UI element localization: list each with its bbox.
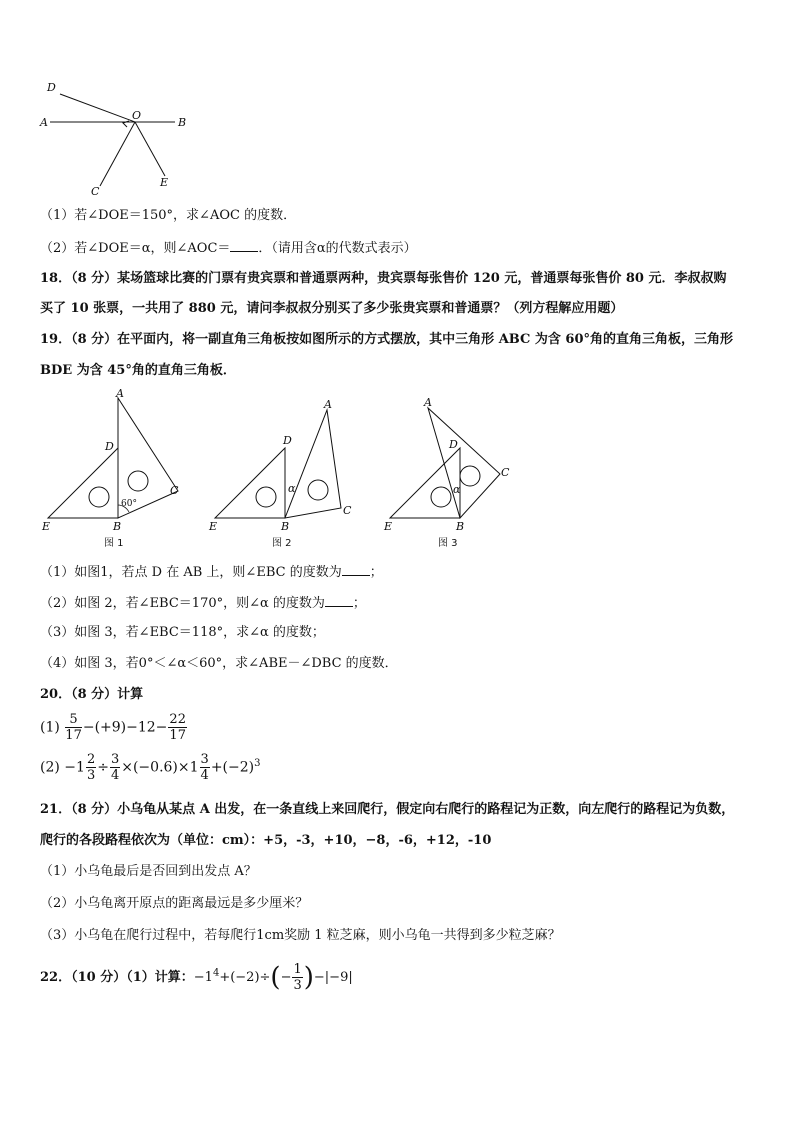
denominator: 4 [110,768,120,783]
numerator: 3 [110,752,120,767]
answer-blank [230,239,258,252]
q19-part1 [40,563,383,582]
q19-part2-text: （2）如图 2，若∠EBC＝170°，则∠α 的度数为 [40,596,325,611]
fraction [292,962,302,993]
alpha-label: α [288,482,296,495]
q17-part2-prefix: （2）若∠DOE＝α，则∠AOC＝ [40,241,231,256]
q18-line1: 18．（8 分）某场篮球比赛的门票有贵宾票和普通票两种，贵宾票每张售价 120 元，普通票每张售价 80 元．李叔叔购 [40,271,727,286]
numerator: 2 [86,752,96,767]
expr-middle: −(+9)−12− [82,719,168,736]
q19-part1-suffix: ； [369,565,383,580]
triangle-figure-1 [38,388,188,553]
fraction [168,712,187,743]
angle-60-label: 60° [121,499,137,509]
label-d: D [283,434,292,447]
q19-part2-suffix: ； [352,596,366,611]
right-paren: ) [303,962,314,993]
expr-index: (2) [40,759,60,776]
alpha-label: α [453,483,461,496]
label-b: B [178,116,187,129]
label-e: E [160,176,169,189]
numerator: 1 [293,962,302,977]
label-c: C [91,185,100,198]
q21-part2: （2）小乌龟离开原点的距离最远是多少厘米？ [40,896,309,911]
minus-sign: − [280,970,292,985]
q22-prefix: 22．（10 分）（1）计算： [40,970,194,985]
label-b: B [113,520,122,533]
expr-index: (1) [40,719,60,736]
answer-blank [342,563,370,576]
q17-part2-suffix: ．（请用含α的代数式表示） [258,241,417,256]
label-a: A [424,396,432,409]
fraction [200,752,210,783]
expr-term: −1 [64,759,85,776]
denominator: 17 [65,728,82,743]
q17-part1: （1）若∠DOE＝150°，求∠AOC 的度数． [40,208,297,223]
q21-line2: 爬行的各段路程依次为（单位：cm）：+5，-3，+10，−8，-6，+12，-10 [40,833,492,848]
label-e: E [42,520,51,533]
label-b: B [281,520,290,533]
label-d: D [449,438,458,451]
label-e: E [384,520,393,533]
figure-caption: 图 2 [272,538,292,549]
expr-middle: ×(−0.6)×1 [121,759,199,776]
fraction [110,752,120,783]
label-d: D [105,440,114,453]
denominator: 4 [200,768,209,783]
q20-expression-1 [40,712,188,743]
numerator: 3 [200,752,209,767]
q18-line2: 买了 10 张票，一共用了 880 元，请问李叔叔分别买了多少张贵宾票和普通票？（列方程解应用题） [40,301,624,316]
q19-part3: （3）如图 3，若∠EBC＝118°，求∠α 的度数； [40,625,325,640]
label-b: B [456,520,465,533]
label-c: C [343,504,352,517]
denominator: 3 [86,768,96,783]
q20-expression-2 [40,752,260,783]
figure-caption: 图 1 [104,538,124,549]
figure-caption: 图 3 [438,538,458,549]
q19-part1-text: （1）如图1，若点 D 在 AB 上，则∠EBC 的度数为 [40,565,342,580]
label-c: C [170,484,179,497]
q20-header: 20．（8 分）计算 [40,687,144,702]
q22-line [40,962,353,993]
label-d: D [47,81,56,94]
fraction [65,712,82,743]
angle-figure [38,78,198,198]
left-paren: ( [270,962,281,993]
q17-part2 [40,239,417,258]
q19-part2 [40,594,366,613]
exponent: 4 [212,967,220,979]
q19-line1: 19．（8 分）在平面内，将一副直角三角板按如图所示的方式摆放，其中三角形 ABC 为含 60°角的直角三角板，三角形 [40,332,733,347]
q19-line2: BDE 为含 45°角的直角三角板． [40,363,236,378]
label-a: A [116,388,124,400]
expr-tail: −|−9| [313,970,353,985]
numerator: 22 [169,712,186,727]
expr-middle: +(−2)÷ [219,970,271,985]
triangle-figure-2 [205,396,365,551]
operator: ÷ [97,759,109,776]
numerator: 5 [65,712,82,728]
expr-term: −1 [193,970,213,985]
denominator: 3 [293,978,302,993]
answer-blank [325,594,353,607]
label-a: A [324,398,332,411]
label-c: C [501,466,510,479]
exponent: 3 [254,757,261,769]
denominator: 17 [169,728,186,743]
label-o: O [132,109,142,122]
q21-part1: （1）小乌龟最后是否回到出发点 A？ [40,864,257,879]
expr-tail: +(−2) [210,759,255,776]
label-e: E [209,520,218,533]
triangle-figure-3 [380,392,520,552]
q19-part4: （4）如图 3，若0°＜∠α＜60°，求∠ABE－∠DBC 的度数． [40,656,398,671]
q21-line1: 21．（8 分）小乌龟从某点 A 出发，在一条直线上来回爬行，假定向右爬行的路程记为正数，向左爬行的路程记为负数， [40,802,735,817]
fraction [86,752,96,783]
label-a: A [40,116,48,129]
q21-part3: （3）小乌龟在爬行过程中，若每爬行1cm奖励 1 粒芝麻，则小乌龟一共得到多少粒芝麻？ [40,928,561,943]
